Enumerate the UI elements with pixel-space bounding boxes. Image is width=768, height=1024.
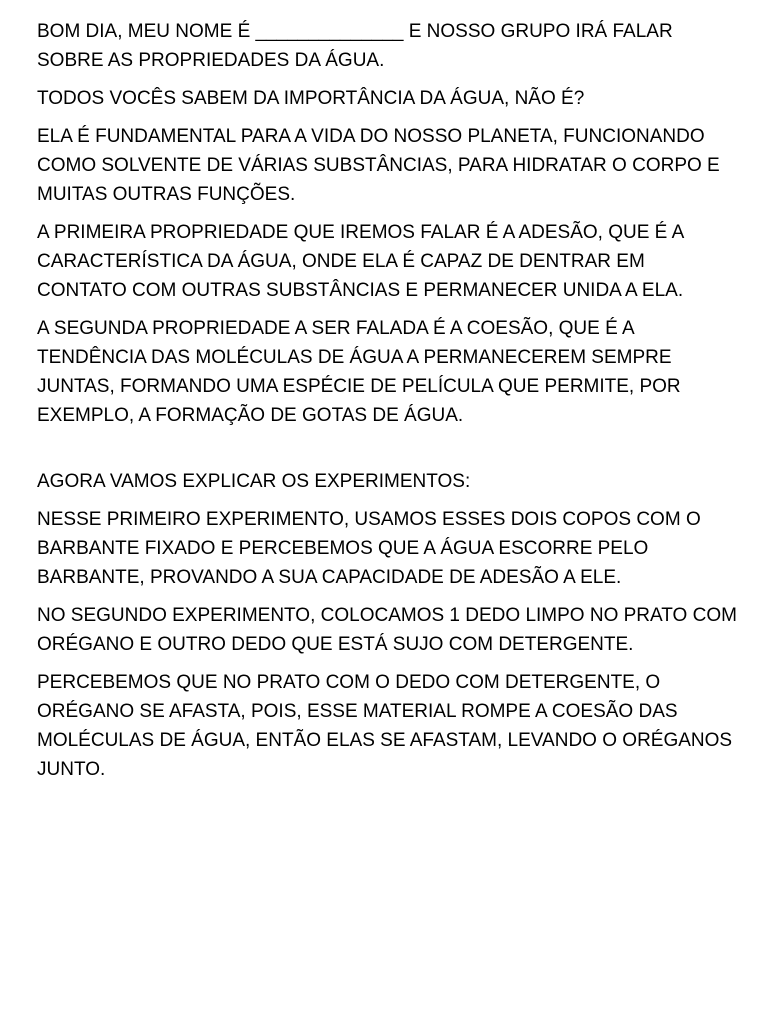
paragraph-cohesion: A SEGUNDA PROPRIEDADE A SER FALADA É A COESÃO, QUE É A TENDÊNCIA DAS MOLÉCULAS DE ÁGUA A PERMANECEREM SEMPRE JUNTAS, FORMANDO UMA ESPÉCIE DE PELÍCULA QUE PERMITE, POR EXEMPLO, A FORMAÇÃO DE GOTAS DE ÁGUA.	[37, 318, 681, 426]
paragraph-second-experiment: NO SEGUNDO EXPERIMENTO, COLOCAMOS 1 DEDO LIMPO NO PRATO COM ORÉGANO E OUTRO DEDO QUE ESTÁ SUJO COM DETERGENTE.	[37, 605, 737, 655]
paragraph-conclusion: PERCEBEMOS QUE NO PRATO COM O DEDO COM DETERGENTE, O ORÉGANO SE AFASTA, POIS, ESSE MATERIAL ROMPE A COESÃO DAS MOLÉCULAS DE ÁGUA, ENTÃO ELAS SE AFASTAM, LEVANDO O ORÉGANOS JUNTO.	[37, 672, 733, 780]
paragraph-spacer	[37, 439, 737, 467]
paragraph-experiments-intro: AGORA VAMOS EXPLICAR OS EXPERIMENTOS:	[37, 471, 471, 492]
paragraph-fundamental: ELA É FUNDAMENTAL PARA A VIDA DO NOSSO PLANETA, FUNCIONANDO COMO SOLVENTE DE VÁRIAS SUBSTÂNCIAS, PARA HIDRATAR O CORPO E MUITAS OUTRAS FUNÇÕES.	[37, 126, 720, 205]
paragraph-adhesion: A PRIMEIRA PROPRIEDADE QUE IREMOS FALAR É A ADESÃO, QUE É A CARACTERÍSTICA DA ÁGUA, ONDE ELA É CAPAZ DE DENTRAR EM CONTATO COM OUTRAS SUBSTÂNCIAS E PERMANECER UNIDA A ELA.	[37, 222, 684, 301]
paragraph-first-experiment: NESSE PRIMEIRO EXPERIMENTO, USAMOS ESSES DOIS COPOS COM O BARBANTE FIXADO E PERCEBEMOS QUE A ÁGUA ESCORRE PELO BARBANTE, PROVANDO A SUA CAPACIDADE DE ADESÃO A ELE.	[37, 509, 701, 588]
paragraph-importance: TODOS VOCÊS SABEM DA IMPORTÂNCIA DA ÁGUA, NÃO É?	[37, 88, 585, 109]
document-page	[37, 17, 737, 793]
paragraph-greeting: BOM DIA, MEU NOME É ______________ E NOSSO GRUPO IRÁ FALAR SOBRE AS PROPRIEDADES DA ÁGUA.	[37, 21, 673, 71]
